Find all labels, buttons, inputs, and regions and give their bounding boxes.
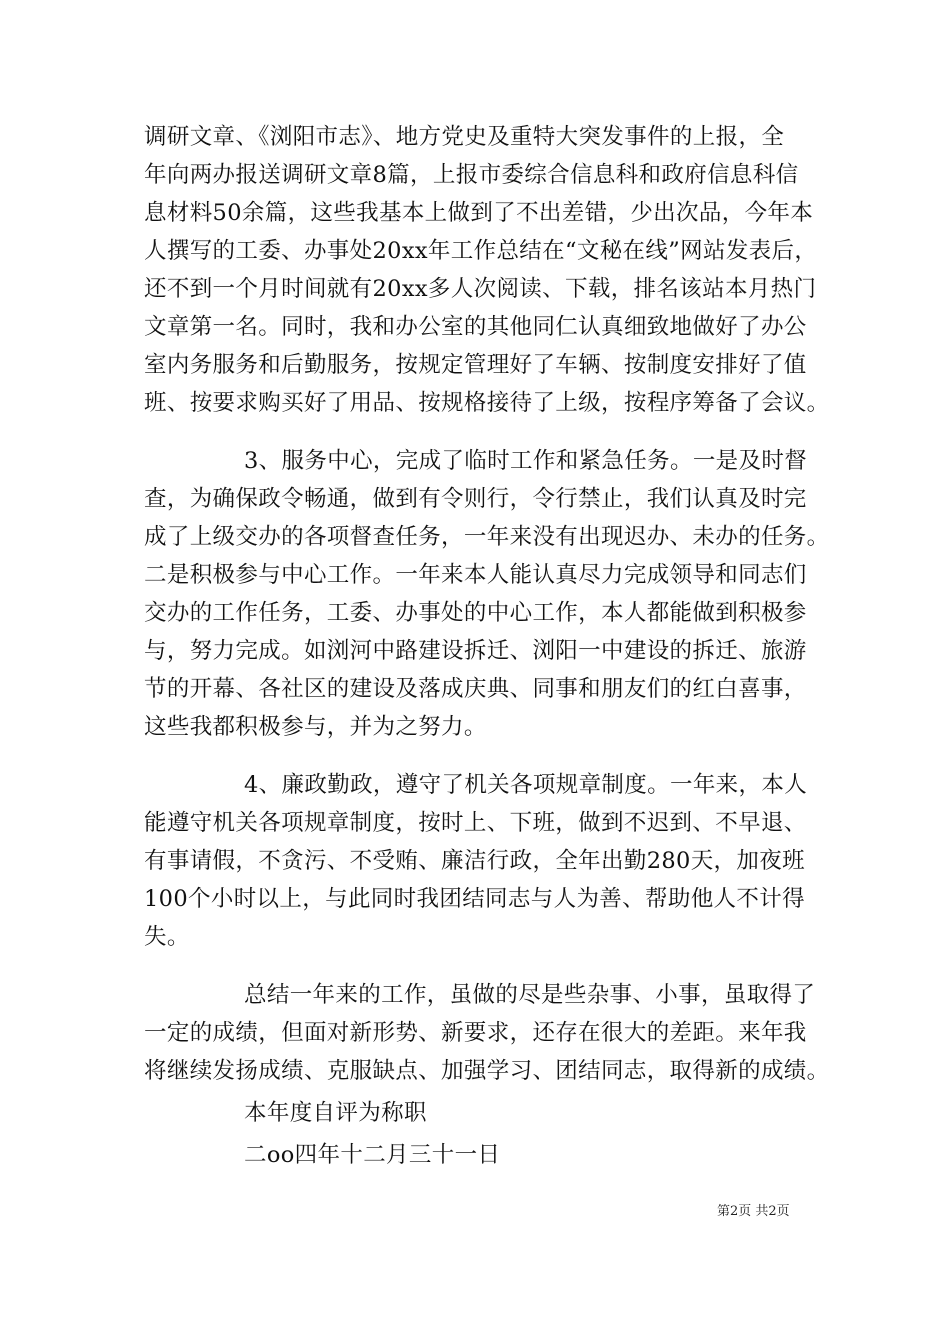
text-line: 二是积极参与中心工作。一年来本人能认真尽力完成领导和同志们 bbox=[144, 562, 807, 588]
text-line: 失。 bbox=[144, 924, 190, 950]
paragraph-start-line: 总结一年来的工作，虽做的尽是些杂事、小事，虽取得了 bbox=[244, 982, 816, 1008]
text-line: 还不到一个月时间就有20xx多人次阅读、下载，排名该站本月热门 bbox=[144, 276, 817, 302]
text-line: 这些我都积极参与，并为之努力。 bbox=[144, 714, 487, 740]
text-line: 调研文章、《浏阳市志》、地方党史及重特大突发事件的上报，全 bbox=[144, 124, 785, 150]
text-line: 有事请假，不贪污、不受贿、廉洁行政，全年出勤280天，加夜班 bbox=[144, 848, 805, 874]
date-line: 二oo四年十二月三十一日 bbox=[244, 1142, 501, 1168]
text-line: 文章第一名。同时，我和办公室的其他同仁认真细致地做好了办公 bbox=[144, 314, 807, 340]
text-line: 人撰写的工委、办事处20xx年工作总结在“文秘在线”网站发表后， bbox=[144, 238, 818, 264]
text-line: 100个小时以上，与此同时我团结同志与人为善、帮助他人不计得 bbox=[144, 886, 805, 912]
text-line: 班、按要求购买好了用品、按规格接待了上级，按程序筹备了会议。 bbox=[144, 390, 830, 416]
paragraph-start-line: 3、服务中心，完成了临时工作和紧急任务。一是及时督 bbox=[244, 448, 808, 474]
text-line: 室内务服务和后勤服务，按规定管理好了车辆、按制度安排好了值 bbox=[144, 352, 807, 378]
text-line: 息材料50余篇，这些我基本上做到了不出差错，少出次品，今年本 bbox=[144, 200, 814, 226]
text-line: 查，为确保政令畅通，做到有令则行，令行禁止，我们认真及时完 bbox=[144, 486, 807, 512]
page-number-footer: 第2页 共2页 bbox=[717, 1204, 790, 1219]
text-line: 年向两办报送调研文章8篇，上报市委综合信息科和政府信息科信 bbox=[144, 162, 799, 188]
self-evaluation-line: 本年度自评为称职 bbox=[244, 1100, 427, 1126]
text-line: 一定的成绩，但面对新形势、新要求，还存在很大的差距。来年我 bbox=[144, 1020, 807, 1046]
text-line: 能遵守机关各项规章制度，按时上、下班，做到不迟到、不早退、 bbox=[144, 810, 807, 836]
text-line: 将继续发扬成绩、克服缺点、加强学习、团结同志，取得新的成绩。 bbox=[144, 1058, 830, 1084]
text-line: 节的开幕、各社区的建设及落成庆典、同事和朋友们的红白喜事， bbox=[144, 676, 807, 702]
text-line: 成了上级交办的各项督查任务，一年来没有出现迟办、未办的任务。 bbox=[144, 524, 830, 550]
text-line: 与，努力完成。如浏河中路建设拆迁、浏阳一中建设的拆迁、旅游 bbox=[144, 638, 807, 664]
text-line: 交办的工作任务，工委、办事处的中心工作，本人都能做到积极参 bbox=[144, 600, 807, 626]
paragraph-start-line: 4、廉政勤政，遵守了机关各项规章制度。一年来，本人 bbox=[244, 772, 808, 798]
